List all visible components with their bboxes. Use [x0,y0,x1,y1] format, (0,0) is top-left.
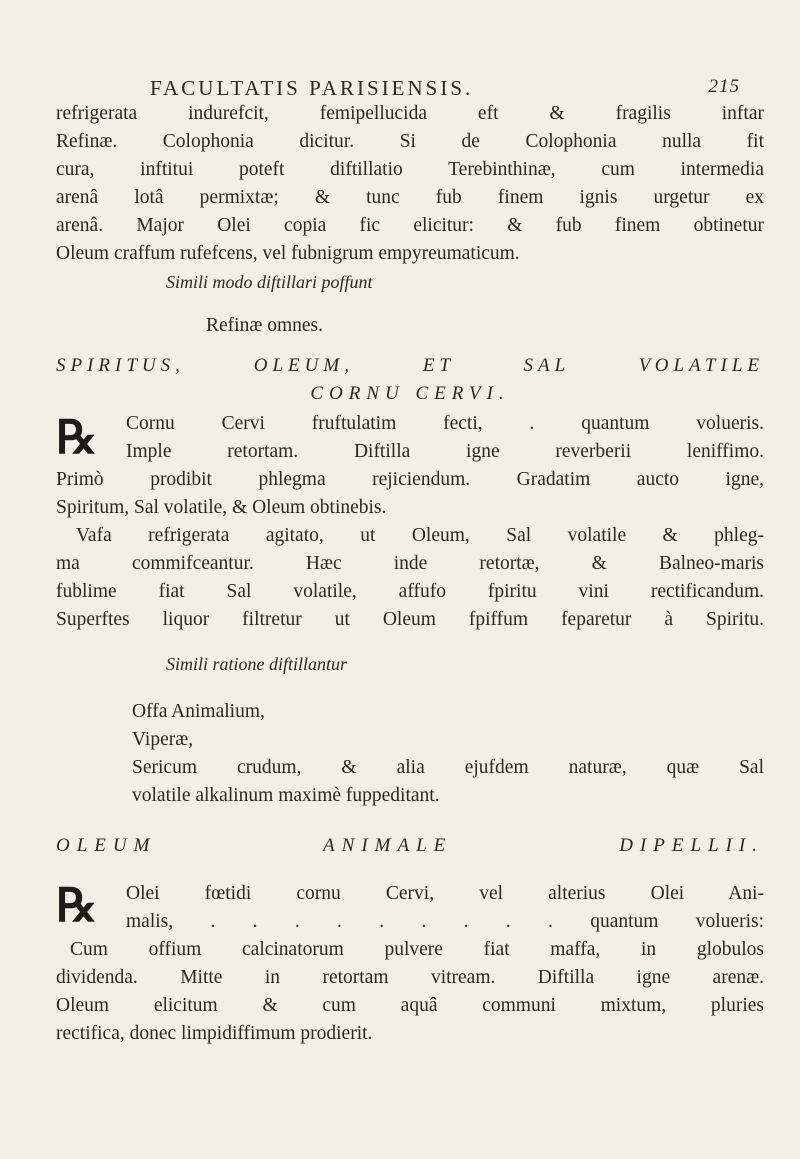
running-head [150,76,740,101]
text-line: Refinæ. Colophonia dicitur. Si de Colophonia nulla fit [56,131,764,152]
list-item: Viperæ, [132,729,194,750]
simili-ratione-label: Simili ratione diftillantur [166,654,348,674]
section-heading-oleum [56,832,764,860]
paragraph-distillation [56,100,764,268]
list-item: Offa Animalium, [132,701,265,722]
text-line: Vafa refrigerata agitato, ut Oleum, Sal volatile & phleg- [76,525,764,546]
text-line: cura, inftitui poteft diftillatio Terebinthinæ, cum intermedia [56,159,764,180]
text-line: dividenda. Mitte in retortam vitream. Diftilla igne arenæ. [56,967,764,988]
list-item: Sericum crudum, & alia ejufdem naturæ, quæ Sal [132,757,764,778]
page-number: 215 [708,76,740,97]
simili-modo-label: Simili modo diftillari poffunt [166,272,373,292]
simili-modo-block [56,268,764,340]
text-line: fublime fiat Sal volatile, affufo fpiritu vini rectificandum. [56,581,764,602]
section-heading-line2: CORNU CERVI. [310,383,510,404]
text-line: Cornu Cervi fruftulatim fecti, . quantum volueris. [126,413,764,434]
section-heading: OLEUM ANIMALE DIPELLII. [56,835,764,856]
simili-ratione-block [56,650,764,678]
recipe-oleum-animale [56,880,764,1048]
text-line: arenâ. Major Olei copia fic elicitur: & fub finem obtinetur [56,215,764,236]
text-line: refrigerata indurefcit, femipellucida eft & fragilis inftar [56,103,764,124]
text-line: Oleum craffum rufefcens, vel fubnigrum empyreumaticum. [56,243,520,264]
text-line: rectifica, donec limpidiffimum prodierit. [56,1023,373,1044]
text-line: Cum offium calcinatorum pulvere fiat maffa, in globulos [70,939,764,960]
recipe-cornu-cervi [56,410,764,634]
recipe-symbol: ℞ [56,880,98,931]
text-line: Primò prodibit phlegma rejiciendum. Gradatim aucto igne, [56,469,764,490]
text-line: Imple retortam. Diftilla igne reverberii leniffimo. [126,441,764,462]
text-line: Superftes liquor filtretur ut Oleum fpiffum feparetur à Spiritu. [56,609,764,630]
text-line: Olei fœtidi cornu Cervi, vel alterius Olei Ani- [126,883,764,904]
text-line: arenâ lotâ permixtæ; & tunc fub finem ignis urgetur ex [56,187,764,208]
list-item: volatile alkalinum maximè fuppeditant. [132,785,440,806]
running-head-title: FACULTATIS PARISIENSIS. [150,76,474,100]
text-line: Oleum elicitum & cum aquâ communi mixtum, pluries [56,995,764,1016]
recipe-symbol: ℞ [56,412,98,463]
text-line: ma commifceantur. Hæc inde retortæ, & Balneo-maris [56,553,764,574]
animal-items [56,698,764,810]
section-heading-line1: SPIRITUS, OLEUM, ET SAL VOLATILE [56,355,764,376]
resinae-item: Refinæ omnes. [206,315,323,336]
text-line: Spiritum, Sal volatile, & Oleum obtinebis. [56,497,387,518]
text-line: malis, . . . . . . . . . quantum volueris: [126,911,764,932]
section-heading-cornu-cervi [56,352,764,408]
